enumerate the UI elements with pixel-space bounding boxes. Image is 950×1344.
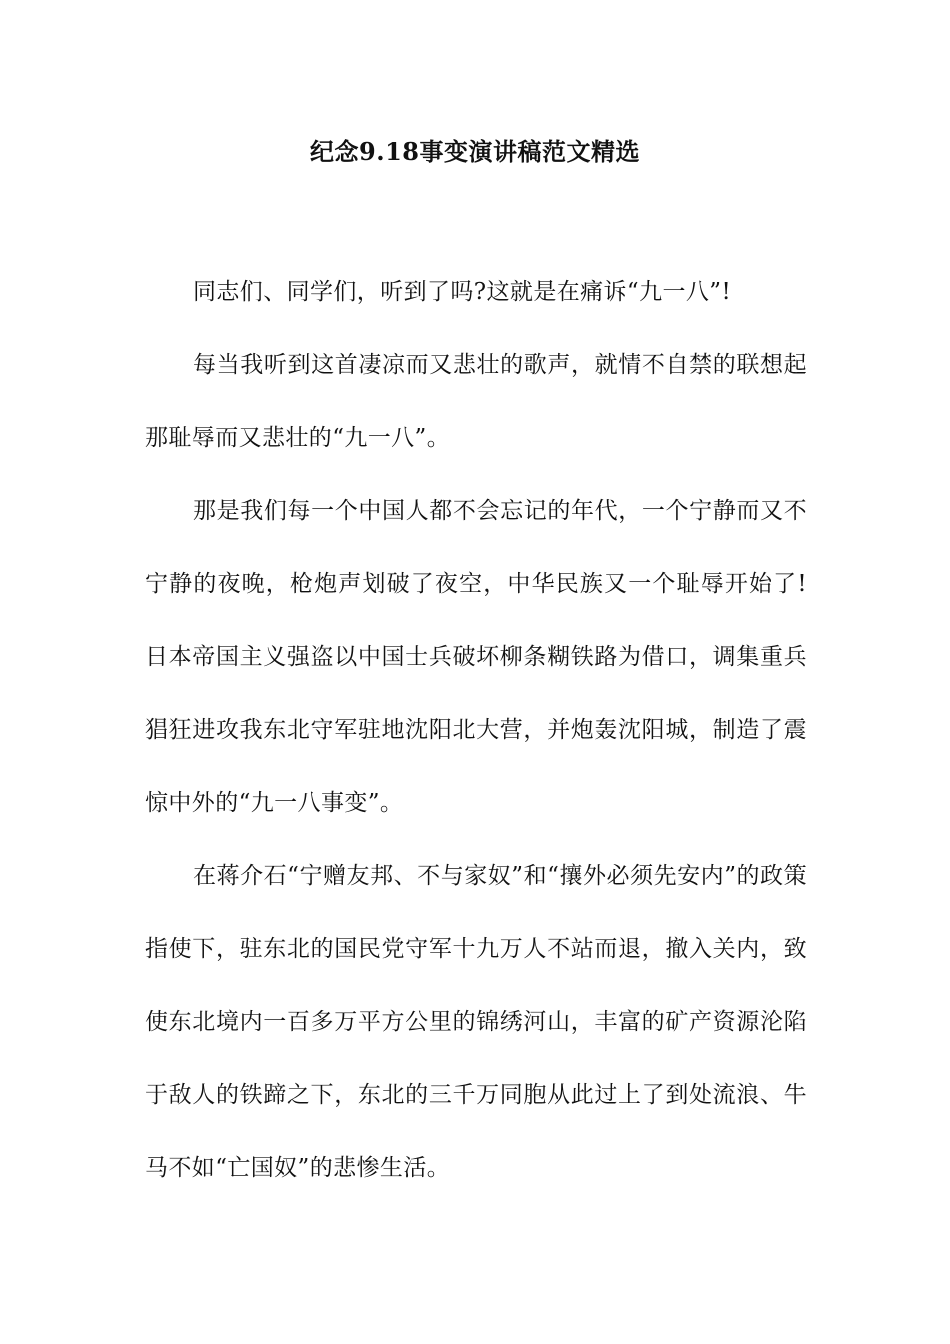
paragraph-2: 每当我听到这首凄凉而又悲壮的歌声，就情不自禁的联想起那耻辱而又悲壮的“九一八”。: [145, 352, 807, 451]
paragraph-4: 在蒋介石“宁赠友邦、不与家奴”和“攘外必须先安内”的政策指使下，驻东北的国民党守军十九万人不站而退，撤入关内，致使东北境内一百多万平方公里的锦绣河山，丰富的矿产资源沦陷于敌人的铁蹄之下，东北的三千万同胞从此过上了到处流浪、牛马不如“亡国奴”的悲惨生活。: [145, 863, 807, 1181]
paragraph-1: 同志们、同学们，听到了吗?这就是在痛诉“九一八”!: [193, 279, 732, 305]
document-title: 纪念9.18事变演讲稿范文精选: [310, 137, 640, 166]
document-body: [145, 256, 807, 1205]
paragraph-3: 那是我们每一个中国人都不会忘记的年代，一个宁静而又不宁静的夜晚，枪炮声划破了夜空，中华民族又一个耻辱开始了!日本帝国主义强盗以中国士兵破坏柳条糊铁路为借口，调集重兵猖狂进攻我东北守军驻地沈阳北大营，并炮轰沈阳城，制造了震惊中外的“九一八事变”。: [145, 498, 807, 816]
